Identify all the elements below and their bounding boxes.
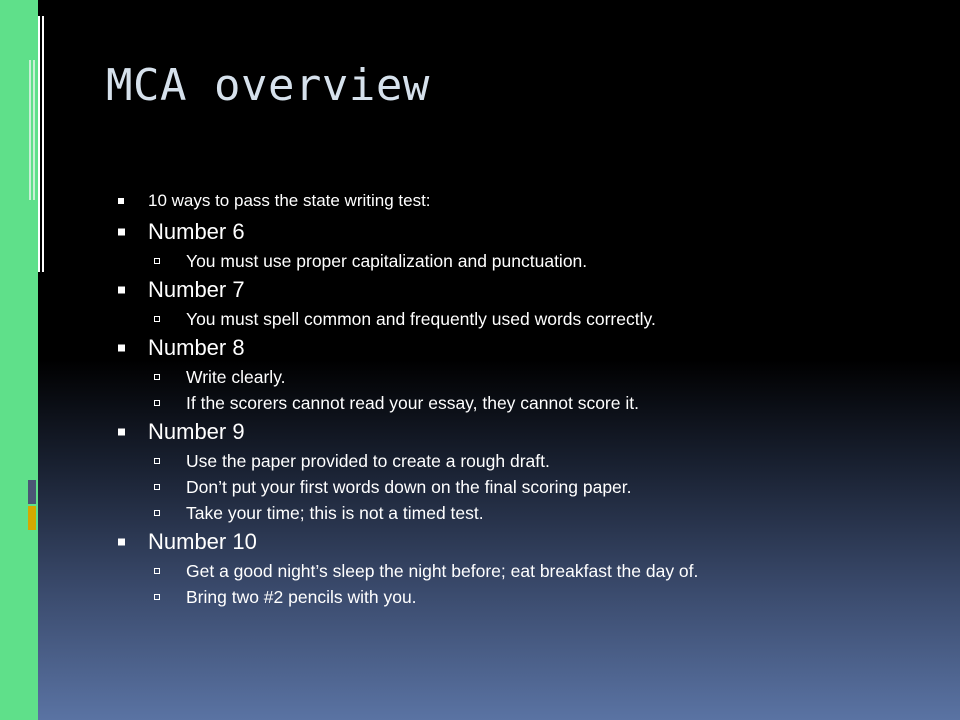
decorative-line — [33, 60, 35, 200]
sub-list — [118, 364, 918, 416]
hollow-square-bullet-icon — [154, 316, 160, 322]
square-bullet-icon — [118, 287, 125, 294]
hollow-square-bullet-icon — [154, 400, 160, 406]
section-number-7 — [118, 274, 918, 332]
intro-item — [118, 186, 918, 216]
sub-item — [154, 558, 918, 584]
section-heading: Number 9 — [148, 419, 245, 444]
decorative-line — [42, 16, 44, 272]
sub-list — [118, 558, 918, 610]
square-bullet-icon — [118, 229, 125, 236]
decorative-block-gray — [28, 480, 36, 504]
sub-item-text: You must use proper capitalization and punctuation. — [186, 251, 588, 271]
sub-item — [154, 248, 918, 274]
sub-item — [154, 390, 918, 416]
decorative-line — [29, 60, 31, 200]
sub-item-text: Get a good night’s sleep the night before; eat breakfast the day of. — [186, 561, 699, 581]
hollow-square-bullet-icon — [154, 568, 160, 574]
sub-item — [154, 448, 918, 474]
decorative-line — [38, 16, 40, 272]
sub-item — [154, 584, 918, 610]
hollow-square-bullet-icon — [154, 510, 160, 516]
square-bullet-icon — [118, 539, 125, 546]
section-heading: Number 6 — [148, 219, 245, 244]
section-number-9 — [118, 416, 918, 526]
sub-item — [154, 474, 918, 500]
sub-item-text: Don’t put your first words down on the final scoring paper. — [186, 477, 632, 497]
section-heading: Number 10 — [148, 529, 257, 554]
sub-item — [154, 364, 918, 390]
slide-title: MCA overview — [106, 60, 430, 111]
square-bullet-icon — [118, 345, 125, 352]
section-number-6 — [118, 216, 918, 274]
sub-item-text: Use the paper provided to create a rough draft. — [186, 451, 550, 471]
section-number-10 — [118, 526, 918, 610]
hollow-square-bullet-icon — [154, 374, 160, 380]
section-number-8 — [118, 332, 918, 416]
square-bullet-icon — [118, 198, 124, 204]
sub-item-text: Write clearly. — [186, 367, 286, 387]
sub-item-text: Take your time; this is not a timed test. — [186, 503, 484, 523]
sub-list — [118, 306, 918, 332]
square-bullet-icon — [118, 429, 125, 436]
sub-item-text: You must spell common and frequently used words correctly. — [186, 309, 656, 329]
intro-text: 10 ways to pass the state writing test: — [148, 191, 431, 210]
hollow-square-bullet-icon — [154, 458, 160, 464]
sub-list — [118, 448, 918, 526]
hollow-square-bullet-icon — [154, 484, 160, 490]
bullet-list — [118, 186, 918, 610]
sub-item — [154, 306, 918, 332]
sub-item — [154, 500, 918, 526]
sub-item-text: If the scorers cannot read your essay, they cannot score it. — [186, 393, 639, 413]
hollow-square-bullet-icon — [154, 594, 160, 600]
section-heading: Number 7 — [148, 277, 245, 302]
sub-list — [118, 248, 918, 274]
section-heading: Number 8 — [148, 335, 245, 360]
sub-item-text: Bring two #2 pencils with you. — [186, 587, 417, 607]
hollow-square-bullet-icon — [154, 258, 160, 264]
decorative-block-gold — [28, 506, 36, 530]
